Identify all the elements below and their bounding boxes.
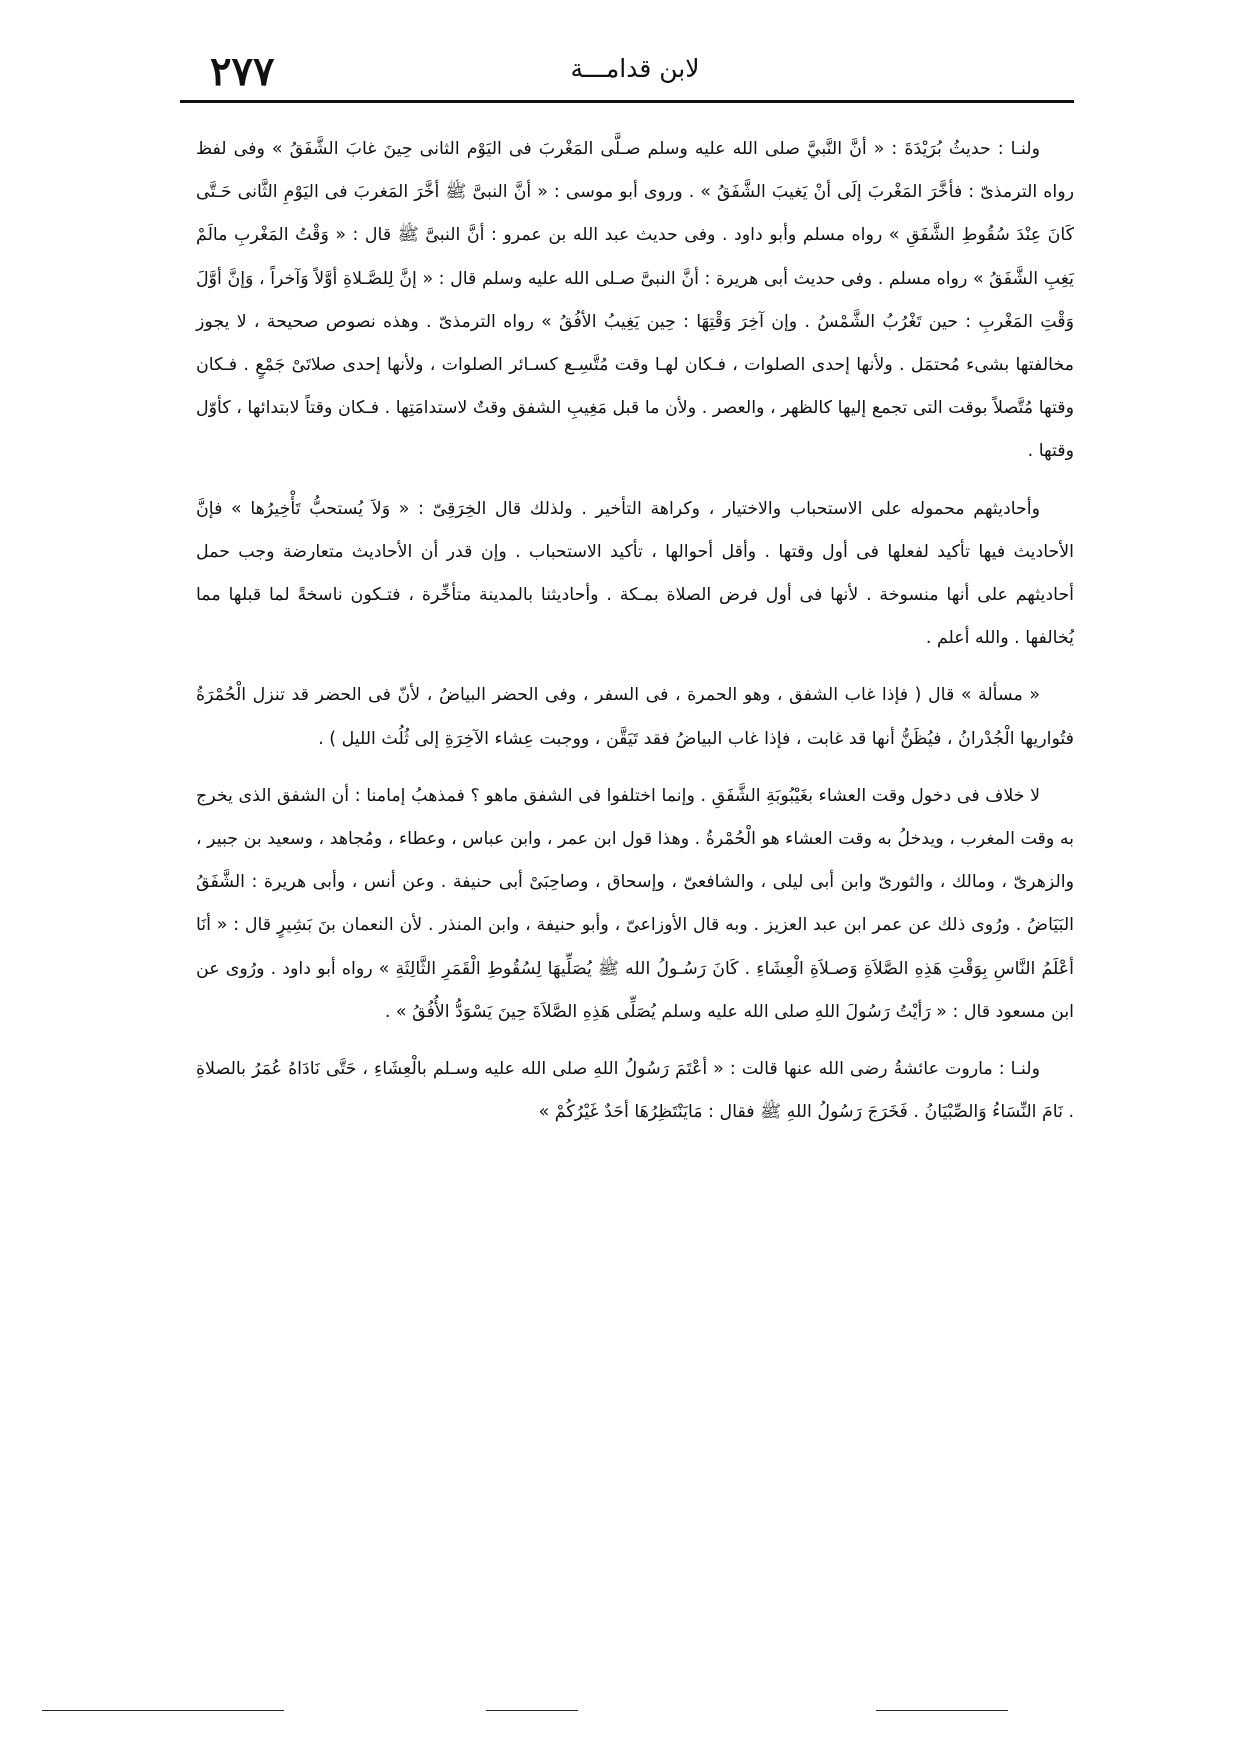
paragraph-4: لا خلاف فى دخول وقت العشاء بغَيْبُوبَةِ الشَّفَقِ . وإنما اختلفوا فى الشفق ماهو ؟ فمذهبُ إمامنا : أن الشفق الذى يخرج به وقت المغرب ، ويدخلُ به وقت العشاء هو الْحُمْرةُ . وهذا قول ابن عمر ، وابن عباس ، وعطاء ، ومُجاهد ، وسعيد بن جبير ، والزهرىّ ، ومالك ، والثورىّ وابن أبى ليلى ، والشافعىّ ، وإسحاق ، وصاحِبَىْ أبى حنيفة . وعن أنس ، وأبى هريرة : الشَّفَقُ البَيَاضُ . ورُوى ذلك عن عمر ابن عبد العزيز . وبه قال الأوزاعىّ ، وأبو حنيفة ، وابن المنذر . لأن النعمان بنَ بَشِيرٍ قال : « أنَا أعْلَمُ النَّاسِ بِوَقْتِ هَذِهِ الصَّلاَةِ وَصـلاَةِ الْعِشَاءِ . كَانَ رَسُـولُ الله ﷺ يُصَلِّيهَا لِسُقُوطِ الْقَمَرِ الثَّالِثَةِ » رواه أبو داود . ورُوى عن ابن مسعود قال : « رَأيْتُ رَسُولَ اللهِ صلى الله عليه وسلم يُصَلِّى هَذِهِ الصَّلاَةَ حِينَ يَسْوَدُّ الأُفُقُ » . bbox=[196, 785, 1074, 1022]
footnote-rule-left bbox=[42, 1710, 284, 1711]
body-text bbox=[196, 128, 1074, 1148]
page-header bbox=[196, 38, 1074, 102]
paragraph-5: ولنـا : ماروت عائشةُ رضى الله عنها قالت : « أعْتَمَ رَسُولُ اللهِ صلى الله عليه وسـلم بالْعِشَاءِ ، حَتَّى نَادَاهُ عُمَرُ بالصلاةِ . نَامَ النِّسَاءُ وَالصِّبْيَانُ . فَخَرَجَ رَسُولُ اللهِ ﷺ فقال : مَايَنْتَظِرُهَا أحَدٌ غَيْرُكُمْ » bbox=[196, 1059, 1074, 1123]
footnote-rule-right bbox=[876, 1710, 1008, 1711]
header-rule bbox=[180, 100, 1074, 103]
paragraph-2: وأحاديثهم محموله على الاستحباب والاختيار ، وكراهة التأخير . ولذلك قال الخِرَقِىّ : « وَلاَ يُستحبُّ تَأْخِيرُها » فإنَّ الأحاديث فيها تأكيد لفعلها فى أول وقتها . وأقل أحوالها ، تأكيد الاستحباب . وإن قدر أن الأحاديث متعارضة وجب حمل أحاديثهم على أنها منسوخة . لأنها فى أول فرض الصلاة بمـكة . وأحاديثنا بالمدينة متأخِّرة ، فتـكون ناسخةً لما قبلها مما يُخالفها . والله أعلم . bbox=[196, 498, 1074, 649]
footnote-rule-middle bbox=[486, 1710, 578, 1711]
page-number: ٢٧٧ bbox=[210, 48, 275, 95]
paragraph-1: ولنـا : حديثُ بُرَيْدَةَ : « أنَّ النَّبيَّ صلى الله عليه وسلم صـلَّى المَغْربَ فى اليَوْم الثانى حِينَ غابَ الشَّفَقُ » وفى لفظ رواه الترمذىّ : فأخَّرَ المَغْربَ إلَى أنْ يَغيبَ الشَّفَقُ » . وروى أبو موسى : « أنَّ النبىَّ ﷺ أخَّرَ المَغربَ فى اليَوْمِ الثَّانى حَـتَّى كَانَ عِنْدَ سُقُوطِ الشَّفَقِ » رواه مسلم وأبو داود . وفى حديث عبد الله بن عمرو : أنَّ النبىَّ ﷺ قال : « وَقْتُ المَغْربِ مالَمْ يَغِبِ الشَّفَقُ » رواه مسلم . وفى حديث أبى هريرة : أنَّ النبىَّ صـلى الله عليه وسلم قال : « إنَّ لِلصَّـلاةِ أوَّلاً وَآخراً ، وَإنَّ أوَّلَ وَقْتِ المَغْربِ : حين تَغْرُبُ الشَّمْسُ . وإن آخِرَ وَقْتِهَا : حِين يَغِيبُ الأفُقُ » رواه الترمذىّ . وهذه نصوص صحيحة ، لا يجوز مخالفتها بشىء مُحتمَل . ولأنها إحدى الصلوات ، فـكان لهـا وقت مُتَّسِـع كسـائر الصلوات ، ولأنها إحدى صلاتَىْ جَمْعٍ . فـكان وقتها مُتَّصلاً بوقت التى تجمع إليها كالظهر ، والعصر . ولأن ما قبل مَغِيبِ الشفق وقتٌ لاستدامَتِها . فـكان وقتاً لابتدائها ، كأوّل وقتها . bbox=[196, 139, 1074, 462]
running-title: لابن قدامـــة bbox=[570, 54, 700, 83]
paragraph-3: « مسألة » قال ( فإذا غاب الشفق ، وهو الحمرة ، فى السفر ، وفى الحضر البياضُ ، لأنّ فى الحضر قد تنزل الْحُمْرَةُ فتُواريها الْجُدْرانُ ، فيُظَنُّ أنها قد غابت ، فإذا غاب البياضُ فقد تَيَقَّن ، ووجبت عِشاء الآخِرَةِ إلى ثُلُث الليل ) . bbox=[196, 685, 1074, 749]
